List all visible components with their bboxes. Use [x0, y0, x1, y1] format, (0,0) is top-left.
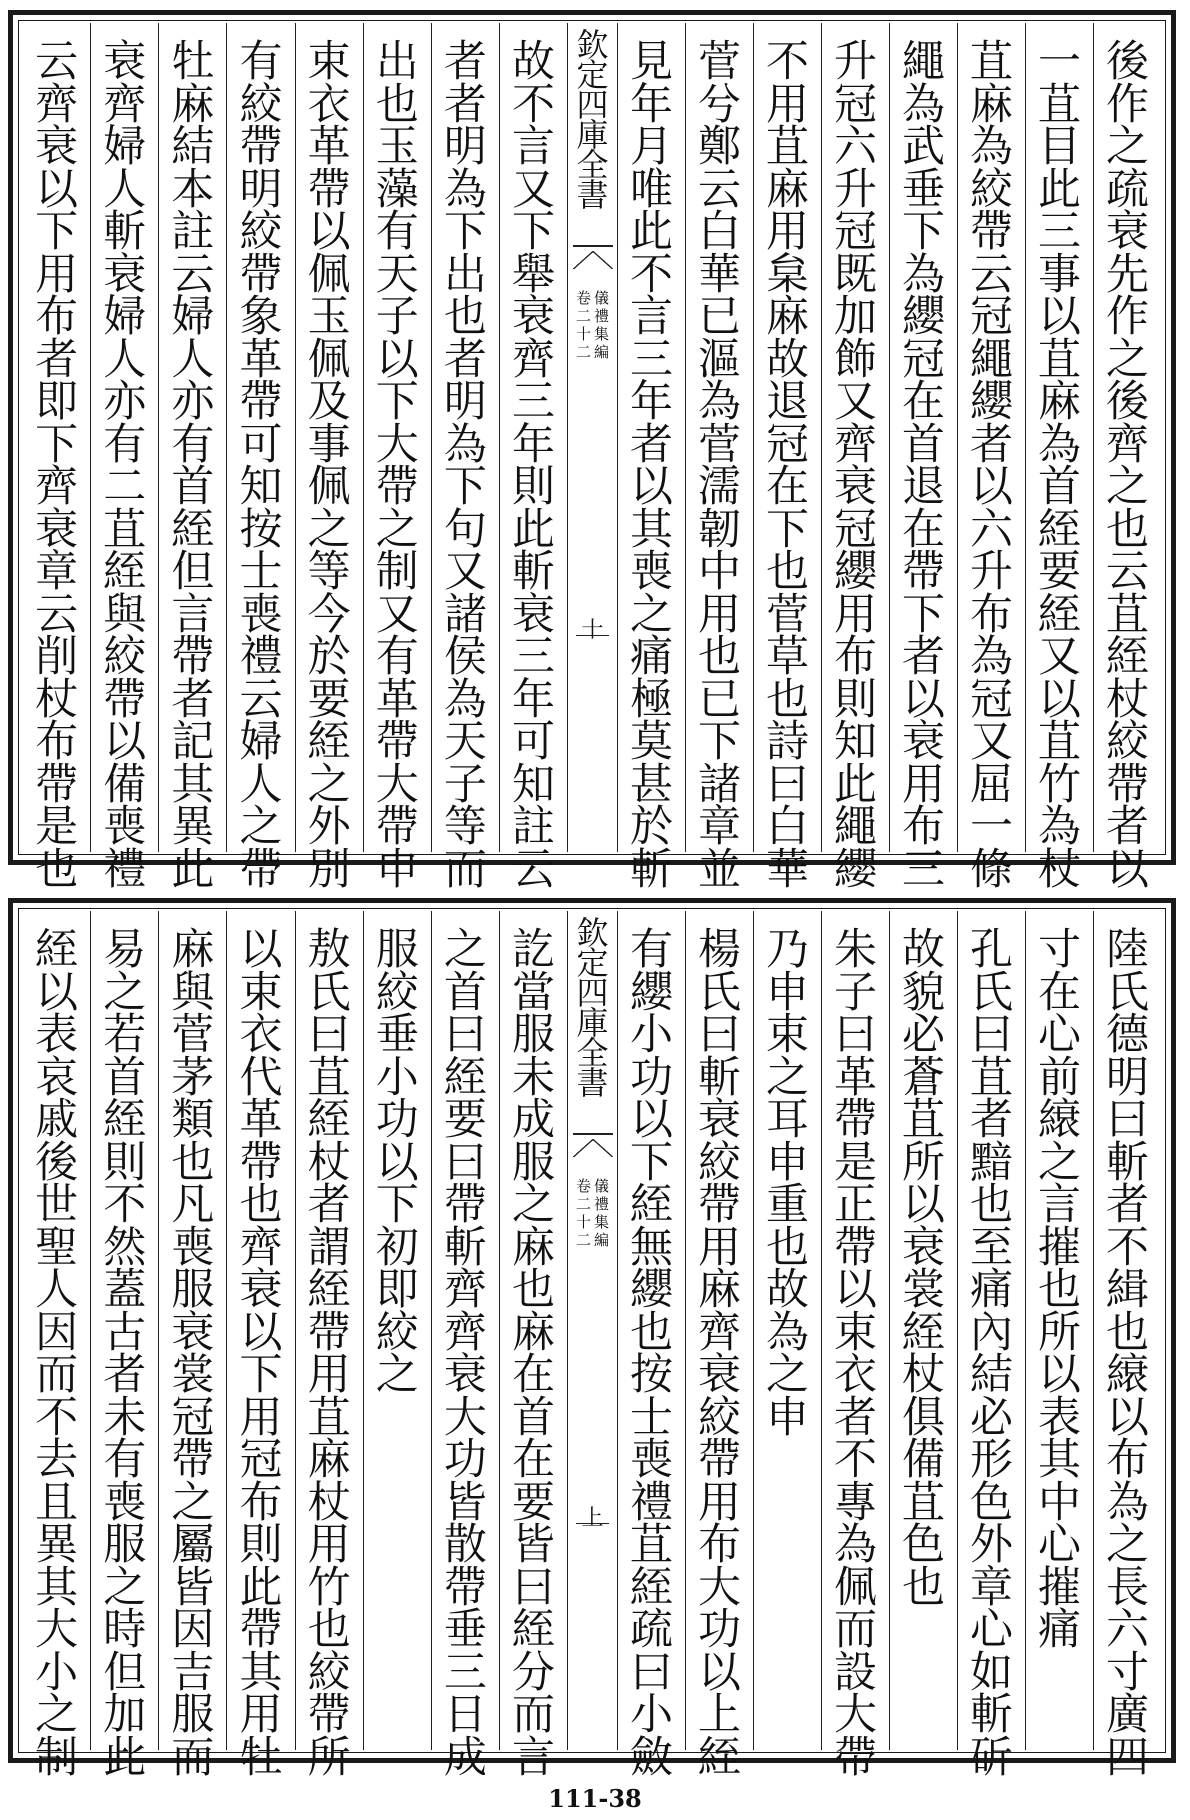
- text-column: 故 不 言 又 下 舉 衰 齊 三 年 則 此 斬 衰 三 年 可 知 註 云: [499, 23, 567, 852]
- volume-label-line: 卷 二 十 二: [575, 289, 591, 361]
- text-column: 敖 氏 曰 苴 絰 杖 者 謂 絰 帶 用 苴 麻 杖 用 竹 也 絞 帶 所: [295, 911, 363, 1750]
- text-column: 束 衣 革 帶 以 佩 玉 佩 及 事 佩 之 等 今 於 要 絰 之 外 別: [295, 23, 363, 852]
- volume-label-line: 儀 禮 集 編: [593, 1177, 609, 1249]
- text-column: 朱 子 曰 革 帶 是 正 帶 以 束 衣 者 不 專 為 佩 而 設 大 帶: [821, 911, 889, 1750]
- text-column: 不 用 苴 麻 用 枲 麻 故 退 冠 在 下 也 菅 草 也 詩 曰 白 華: [753, 23, 821, 852]
- upper-book-title: 欽 定 四 庫 全 書: [576, 26, 609, 214]
- text-column: 有 絞 帶 明 絞 帶 象 革 帶 可 知 按 士 喪 禮 云 婦 人 之 帶: [226, 23, 294, 852]
- lower-page-body: [23, 911, 1161, 1783]
- upper-fishtail-mark: [573, 245, 613, 275]
- text-column: 楊 氏 曰 斬 衰 絞 帶 用 麻 齊 衰 絞 帶 用 布 大 功 以 上 絰: [685, 911, 753, 1750]
- upper-volume-label: [576, 289, 610, 361]
- lower-right-columns: [617, 911, 1161, 1783]
- text-column: 菅 兮 鄭 云 白 華 已 漚 為 菅 濡 韌 中 用 也 已 下 諸 章 並: [685, 23, 753, 852]
- text-column: 絰 以 表 哀 戚 後 世 聖 人 因 而 不 去 且 異 其 大 小 之 制: [35, 925, 79, 1783]
- upper-left-columns: [23, 23, 567, 895]
- text-column: 以 束 衣 代 革 帶 也 齊 衰 以 下 用 冠 布 則 此 帶 其 用 牡: [226, 911, 294, 1750]
- text-column: 衰 齊 婦 人 斬 衰 婦 人 亦 有 二 苴 絰 與 絞 帶 以 備 喪 禮: [90, 23, 158, 852]
- text-column: 者 者 明 為 下 出 也 者 明 為 下 句 又 諸 侯 為 天 子 等 而: [431, 23, 499, 852]
- text-column: 見 年 月 唯 此 不 言 三 年 者 以 其 喪 之 痛 極 莫 甚 於 斬: [617, 23, 685, 852]
- text-column: 有 纓 小 功 以 下 絰 無 纓 也 按 士 喪 禮 苴 絰 疏 曰 小 斂: [617, 911, 685, 1750]
- lower-book-title: 欽 定 四 庫 全 書: [576, 914, 609, 1102]
- upper-right-columns: [617, 23, 1161, 895]
- volume-label-line: 卷 二 十 二: [575, 1177, 591, 1249]
- text-column: 陸 氏 德 明 曰 斬 者 不 緝 也 縗 以 布 為 之 長 六 寸 廣 四: [1093, 911, 1161, 1750]
- text-column: 出 也 玉 藻 有 天 子 以 下 大 帶 之 制 又 有 革 帶 大 帶 申: [363, 23, 431, 852]
- text-column: 一 苴 目 此 三 事 以 苴 麻 為 首 絰 要 絰 又 以 苴 竹 為 杖: [1025, 23, 1093, 852]
- lower-center-margin: [567, 911, 617, 1750]
- upper-page: [8, 10, 1176, 895]
- text-column: 繩 為 武 垂 下 為 纓 冠 在 首 退 在 帶 下 者 以 衰 用 布 三: [889, 23, 957, 852]
- text-column: 訖 當 服 未 成 服 之 麻 也 麻 在 首 在 要 皆 曰 絰 分 而 言: [499, 911, 567, 1750]
- text-column: 苴 麻 為 絞 帶 云 冠 繩 纓 者 以 六 升 布 為 冠 又 屈 一 條: [957, 23, 1025, 852]
- volume-label-line: 儀 禮 集 編: [593, 289, 609, 361]
- text-column: 云 齊 衰 以 下 用 布 者 即 下 齊 衰 章 云 削 杖 布 帶 是 也: [35, 37, 79, 895]
- text-column: 孔 氏 曰 苴 者 黯 也 至 痛 內 結 必 形 色 外 章 心 如 斬 斫: [957, 911, 1025, 1750]
- upper-folio-number: 十: [581, 618, 604, 643]
- upper-center-margin: [567, 23, 617, 852]
- text-column: 故 貌 必 蒼 苴 所 以 衰 裳 絰 杖 俱 備 苴 色 也: [889, 911, 957, 1750]
- lower-left-columns: [23, 911, 567, 1783]
- text-column: 服 絞 垂 小 功 以 下 初 即 絞 之: [363, 911, 431, 1750]
- text-column: 升 冠 六 升 冠 既 加 飾 又 齊 衰 冠 纓 用 布 則 知 此 繩 纓: [821, 23, 889, 852]
- text-column: 後 作 之 疏 衰 先 作 之 後 齊 之 也 云 苴 絰 杖 絞 帶 者 以: [1093, 23, 1161, 852]
- lower-folio-number: 上: [581, 1506, 604, 1531]
- text-column: 之 首 曰 絰 要 曰 帶 斬 齊 齊 衰 大 功 皆 散 帶 垂 三 日 成: [431, 911, 499, 1750]
- text-column: 易 之 若 首 絰 則 不 然 蓋 古 者 未 有 喪 服 之 時 但 加 此: [90, 911, 158, 1750]
- lower-volume-label: [576, 1177, 610, 1249]
- text-column: 麻 與 菅 茅 類 也 凡 喪 服 衰 裳 冠 帶 之 屬 皆 因 吉 服 而: [158, 911, 226, 1750]
- lower-page: [8, 898, 1176, 1783]
- text-column: 牡 麻 結 本 註 云 婦 人 亦 有 首 絰 但 言 帶 者 記 其 異 此: [158, 23, 226, 852]
- lower-fishtail-mark: [573, 1133, 613, 1163]
- text-column: 乃 申 束 之 耳 申 重 也 故 為 之 申: [753, 911, 821, 1750]
- upper-page-body: [23, 23, 1161, 895]
- page-number: 111-38: [548, 1784, 642, 1813]
- text-column: 寸 在 心 前 縗 之 言 摧 也 所 以 表 其 中 心 摧 痛: [1025, 911, 1093, 1750]
